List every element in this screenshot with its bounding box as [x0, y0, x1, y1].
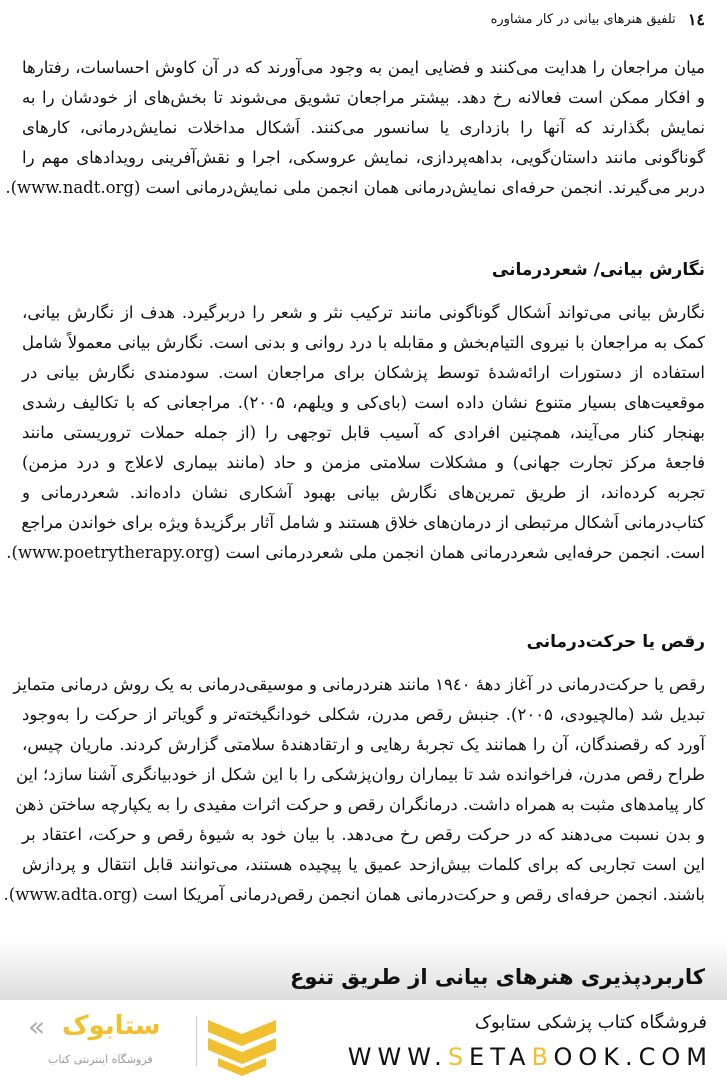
store-name: فروشگاه کتاب پزشکی ستابوک: [474, 1012, 707, 1033]
logo-divider: [196, 1016, 197, 1066]
text-line: بهنجار کنار می‌آیند، همچنین افرادی که آسیب قابل توجهی را (از جمله حملات تروریستی مانند: [22, 423, 705, 442]
next-section-heading: کاربردپذیری هنرهای بیانی از طریق تنوع: [290, 965, 705, 989]
chevron-logo-icon: [204, 1008, 280, 1076]
logo-tagline: فروشگاه اینترنتی کتاب: [48, 1053, 153, 1066]
text-line: رقص یا حرکت‌درمانی در آغاز دههٔ ۱۹٤۰ مانند هنردرمانی و موسیقی‌درمانی به یک روش درمانی متمایز: [13, 675, 705, 694]
text-line: نگارش بیانی می‌تواند اَشکال گوناگونی مانند ترکیب نثر و شعر را دربرگیرد. هدف از نگارش بیانی،: [22, 303, 705, 322]
logo-text: ستابوک: [62, 1011, 161, 1041]
url-part: ETA: [469, 1043, 532, 1071]
text-line: تبدیل شد (مالچیودی، ۲۰۰۵). جنبش رقص مدرن، شکلی خودانگیخته‌تر و گویاتر از حرکت را به‌وجود: [22, 705, 705, 724]
url-part: WWW.: [347, 1043, 448, 1071]
text-line: و افکار ممکن است فعالانه رخ دهد. بیشتر مراجعان تشویق می‌شوند تا بخش‌های از خودشان را به: [22, 88, 705, 107]
text-line: موقعیت‌های بسیار متنوع نشان داده است (بای‌کی و ویلهم، ۲۰۰۵). مراجعانی که با تکالیف رشدی: [22, 393, 705, 412]
store-footer: [0, 1000, 727, 1080]
text-line: است. انجمن حرفه‌ایی شعردرمانی همان انجمن ملی شعردرمانی است (www.poetrytherapy.org).: [6, 543, 705, 562]
setabook-logo: [28, 1008, 280, 1076]
text-line: کتاب‌درمانی اَشکال مرتبطی از درمان‌های خلاق هستند و شامل آثار برگزیدهٔ ویژه برای خواندن مراجع: [21, 513, 705, 532]
page-number: ۱٤: [687, 9, 705, 29]
text-line: استفاده از دستورات ارائه‌شدهٔ توسط پزشکان برای مراجعان است. سودمندی نگارش بیانی در: [22, 363, 705, 382]
url-part: S: [447, 1043, 470, 1071]
url-part: B: [531, 1043, 554, 1071]
text-line: دربر می‌گیرند. انجمن حرفه‌ای نمایش‌درمانی همان انجمن ملی نمایش‌درمانی است (www.nadt.org).: [5, 178, 705, 197]
store-url[interactable]: [348, 1042, 713, 1072]
text-line: فاجعهٔ مرکز تجارت جهانی) و مشکلات سلامتی مزمن و حاد (مانند بیماری لاعلاج و درد مزمن): [22, 453, 705, 472]
text-line: و بدن نسبت می‌دهند که در حرکت رقص رخ می‌دهد. با بیان خود به شیوهٔ رقص و حرکت، اعتقاد بر: [22, 825, 705, 844]
text-line: کمک به مراجعان با نیروی التیام‌بخش و مقابله با درد روانی و بدنی است. نگارش بیانی معمولاً شامل: [22, 333, 705, 352]
running-header: [22, 8, 705, 30]
text-line: گوناگونی مانند داستان‌گویی، بداهه‌پردازی، نمایش عروسکی، اجرا و نقش‌آفرینی رویدادهای مهم را: [22, 148, 705, 167]
url-part: OOK.COM: [553, 1043, 713, 1071]
section-heading-expressive-writing: نگارش بیانی/ شعردرمانی: [491, 260, 705, 280]
text-line: طراح رقص مدرن، فراخوانده شد تا بیماران روان‌پزشکی را با این شکل از خودبیانگری آشنا سازد؛ این: [16, 765, 705, 784]
section-heading-dance-therapy: رقص یا حرکت‌درمانی: [526, 632, 705, 652]
text-line: میان مراجعان را هدایت می‌کنند و فضایی ایمن به وجود می‌آورند که در آن کاوش احساسات، رفتارها: [22, 58, 705, 77]
text-line: نمایش بگذارند که آنها را بازداری یا سانسور می‌کنند. اَشکال مداخلات نمایش‌درمانی، کارهای: [22, 118, 705, 137]
text-line: آورد که رقصندگان، آن را همانند یک تجربهٔ رهایی و ارتقادهندهٔ سلامتی گزارش کردند. ماریان چیس،: [22, 735, 705, 754]
text-line: تجربه کرده‌اند، از طریق تمرین‌های نگارش بیانی بهبود آشکاری نشان داده‌اند. شعردرمانی و: [22, 483, 705, 502]
logo-arrows-icon: «: [28, 1010, 46, 1043]
paragraph-expressive-writing: [6, 298, 705, 568]
running-title: تلفیق هنرهای بیانی در کار مشاوره: [490, 11, 676, 27]
paragraph-drama-therapy: [5, 53, 705, 203]
paragraph-dance-therapy: [3, 670, 705, 910]
text-line: کار پیامدهای مثبت به همراه داشت. درمانگران رقص و حرکت اثرات مفیدی را به یکپارچه ساختن ذهن: [15, 795, 705, 814]
text-line: باشند. انجمن حرفه‌ای رقص و حرکت‌درمانی همان انجمن رقص‌درمانی آمریکا است (www.adta.org).: [3, 885, 705, 904]
text-line: این است تجاربی که برای کلمات بیش‌ازحد عمیق یا پیچیده هستند، می‌توانند قابل انتقال و پردازش: [22, 855, 705, 874]
